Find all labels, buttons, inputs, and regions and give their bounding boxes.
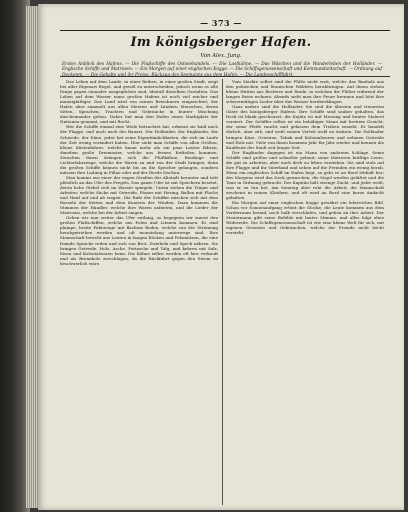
article-summary: Erstes Anblick des Hafens. — Die Flußschiffe des Ostseehandels. — Die Lastkähne. — Das Wäschen und die Wanderleben der Holländer. — Englische Schiffe und Matrosen. — Ein Morgen auf einer englischen Kogge. — Die Schiffsgenossenschaft und Kommandantschaft. — Ordnung auf Deckenm. — Die Gehalte und ihr Preise. Rückzug des Seemanns aus dem Hafen. — Die Landesschifffahrt. [62, 62, 382, 78]
paragraph: Ganz anders sind die Holländer. Sie sind die ältesten und treuesten Gäste des königsberger Hafens. Ihre Schiffe sind sauber gehalten, das Deck ist blank gescheuert, die Kajüte ist mit Messing und bunter Malerei verziert. Der Schiffer selbst ist ein behäbiger Mann mit breitem Gesicht, der seine Pfeife raucht und gelassen dem Treiben zusieht. Er handelt ehrlich, aber zäh, und weiß seinen Vorteil wohl zu wahren. Die Holländer bringen Käse, Gewürze, Tabak und Kolonialwaren und nehmen Getreide und Holz mit. Viele von ihnen kommen Jahr für Jahr wieder und kennen die Kaufleute der Stadt seit langer Zeit. [226, 104, 384, 150]
paragraph: Wer die Schiffe einmal eine Weile betrachtet hat, erkennt sie bald nach der Flagge, und auch nach der Bauart. Der Holländer, der Engländer, der Schwede, der Däne, jeder hat seine Eigentümlichkeiten, die sich im Laufe der Zeit wenig verändert haben. Hier sieht man Schiffe von allen Größen: kleine Küstenfahrer, welche kaum mehr als ein paar Lasten führen, daneben große Dreimaster, welche aus fernen Erdteilen kommen. Zwischen ihnen drängen sich die Flußkähne, Bordinge und Lichterfahrzeuge, welche die Waren zu und von der Stadt bringen, denn die großen Schiffe können nicht bis an die Speicher gelangen, sondern müssen ihre Ladung in Pillau oder auf der Reede löschen. [60, 124, 218, 175]
right-column [226, 79, 384, 507]
paragraph: Vom Markte selbst sind die Flöße nicht weit, welche das Bauholz aus den polnischen und litauischen Wäldern herabbringen. Auf ihnen stehen kleine Hütten aus Brettern und Rinde, in welchen die Flößer während der langen Reise wohnen. Abends sieht man ihre Feuer brennen und hört ihre schwermütigen Lieder über das Wasser herüberklingen. [226, 79, 384, 105]
book-page [38, 4, 404, 510]
left-column [60, 79, 218, 507]
summary-rule [60, 76, 390, 77]
article-title: Im königsberger Hafen. [130, 35, 312, 50]
article-author: Von Alex. Jung. [200, 53, 242, 59]
paragraph: Man kommt aus einer der engen Straßen der Altstadt herunter und tritt plötzlich an das Ufer des Pregels. Das ganze Ufer ist mit Speichern besetzt, deren hohe Giebel sich im Wasser spiegeln. Unten stehen die Träger und Arbeiter, welche Säcke mit Getreide, Fässer mit Hering, Ballen mit Flachs und Hanf auf und ab tragen. Die Rufe der Schiffer mischen sich mit dem Rasseln der Ketten und dem Knarren der Winden. Dazu kommen die Stimmen der Händler, welche ihre Waren anbieten, und die Lieder der Matrosen, welche bei der Arbeit singen. [60, 174, 218, 216]
paragraph: Das Leben auf dem Lande, in einer Reihen, in einer großen Stadt, zeigt bei aller Eigenart Regel, und gewiß zu unterscheiden, jedoch wenn es alle Dinge gegen einander ausgeglichen sind, überall dieselben Gestalten. Das Leben auf dem Wasser eines großen Hafens ist noch viel reicher und mannigfaltiger. Das Land wird von seinen Bewohnern eingerichtet; der Hafen aber sammelt aus allen Meeren und Ländern Menschen, deren Sitten, Sprachen, Trachten und Gebräuche in bunter Mischung durcheinander gehen. Daher hat man den Hafen einen Marktplatz der Nationen genannt, und mit Recht. [60, 79, 218, 125]
column-divider [222, 79, 223, 505]
paragraph: Ein Morgen auf einer englischen Kogge gewährt ein lehrreiches Bild. Schon vor Sonnenaufgang ertönt die Glocke; die Leute kommen aus dem Vorderraum herauf, noch halb verschlafen, und gehen an ihre Arbeit. Der Steuermann gibt seine Befehle mit lauter Stimme, und alles folgt ohne Widerrede. Die Schiffsgenossenschaft ist wie eine kleine Welt für sich, mit eigenen Gesetzen und Gebräuchen, welche der Fremde nicht leicht versteht. [226, 200, 384, 236]
paragraph: Der Engländer dagegen ist ein Mann von anderem Schlage. Seine Schiffe sind größer und schneller gebaut, seine Matrosen kräftige Leute, die gut zu arbeiten, aber auch derb zu leben verstehen. Sie sind stolz auf ihre Flagge und ihr Vaterland und sehen auf die Fremden ein wenig herab. Wenn ein englisches Schiff im Hafen liegt, so geht es an Bord lebhaft her; des Morgens wird das Deck gewaschen, die Segel werden gelüftet und die Taue in Ordnung gebracht. Der Kapitän hält strenge Zucht, und jeder weiß, was er zu tun hat. Am Sonntag aber ruht die Arbeit; die Mannschaft erscheint in reinen Kleidern, und oft wird an Bord eine kurze Andacht gehalten. [226, 149, 384, 201]
page-number: — 373 — [200, 18, 242, 28]
paragraph: Gehen wir nun weiter das Ufer entlang, so begegnen wir zuerst den großen Flußschiffen, welche aus Polen und Litauen kommen. Es sind plumpe, breite Fahrzeuge mit flachem Boden, welche von der Strömung herabgetrieben werden und oft monatelang unterwegs sind. Ihre Mannschaft besteht aus Leuten in langen Röcken und Pelzmützen, die eine fremde Sprache reden und sich von Brot, Zwiebeln und Speck nähren. Sie bringen Getreide, Holz, Asche, Pottasche und Talg, und kehren mit Salz, Eisen und Kolonialwaren heim. Die Kähne selbst werden oft hier verkauft und als Brennholz zerschlagen, da die Rückfahrt gegen den Strom zu beschwerlich wäre. [60, 215, 218, 266]
header-rule [60, 30, 390, 31]
